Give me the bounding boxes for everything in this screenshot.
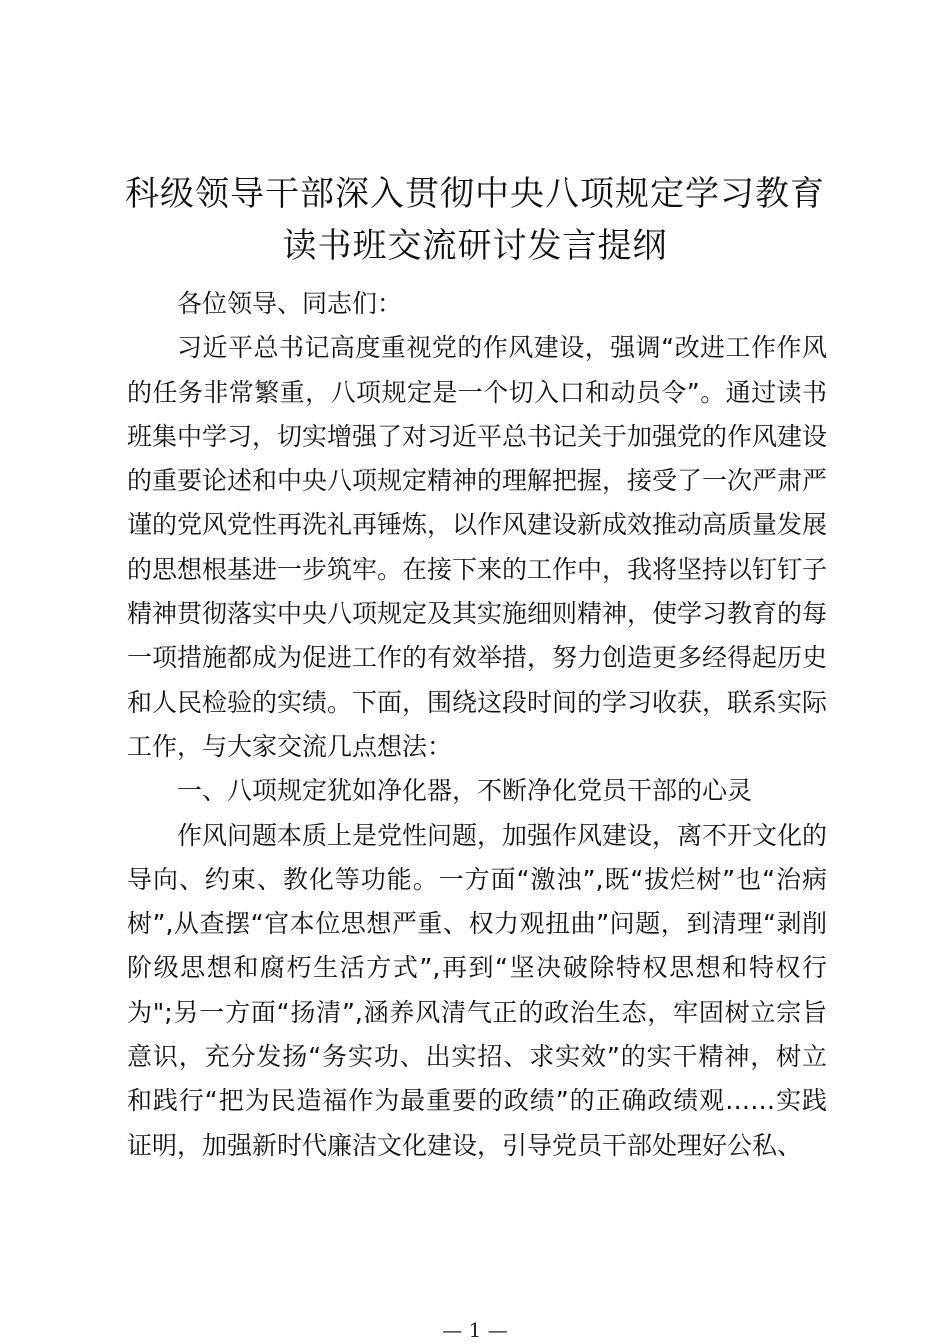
- salutation: 各位领导、同志们：: [177, 289, 403, 318]
- title-line-2: 读书班交流研讨发言提纲: [282, 226, 668, 266]
- paragraph-section-1: 作风问题本质上是党性问题，加强作风建设，离不开文化的导向、约束、教化等功能。一方面“激浊”,既“拔烂树”也“治病树”,从查摆“官本位思想严重、权力观扭曲”问题，到清理“剥削阶级思想和腐朽生活方式”,再到“坚决破除特权思想和特权行为";另一方面“扬清”,涵养风清气正的政治生态，牢固树立宗旨意识，充分发扬“务实功、出实招、求实效”的实干精神，树立和践行“把为民造福作为最重要的政绩”的正确政绩观……实践证明，加强新时代廉洁文化建设，引导党员干部处理好公私、: [127, 820, 828, 1160]
- title-line-1: 科级领导干部深入贯彻中央八项规定学习教育: [125, 174, 825, 214]
- section-heading-1: 一、八项规定犹如净化器，不断净化党员干部的心灵: [177, 776, 753, 806]
- paragraph-intro: 习近平总书记高度重视党的作风建设，强调“改进工作作风的任务非常繁重，八项规定是一个切入口和动员令”。通过读书班集中学习，切实增强了对习近平总书记关于加强党的作风建设的重要论述和中央八项规定精神的理解把握，接受了一次严肃严谨的党风党性再洗礼再锤炼，以作风建设新成效推动高质量发展的思想根基进一步筑牢。在接下来的工作中，我将坚持以钉钉子精神贯彻落实中央八项规定及其实施细则精神，使学习教育的每一项措施都成为促进工作的有效举措，努力创造更多经得起历史和人民检验的实绩。下面，围绕这段时间的学习收获，联系实际工作，与大家交流几点想法：: [127, 333, 828, 761]
- page-number: — 1 —: [442, 1318, 508, 1342]
- document-body: [127, 282, 827, 1168]
- document-title: [0, 168, 950, 272]
